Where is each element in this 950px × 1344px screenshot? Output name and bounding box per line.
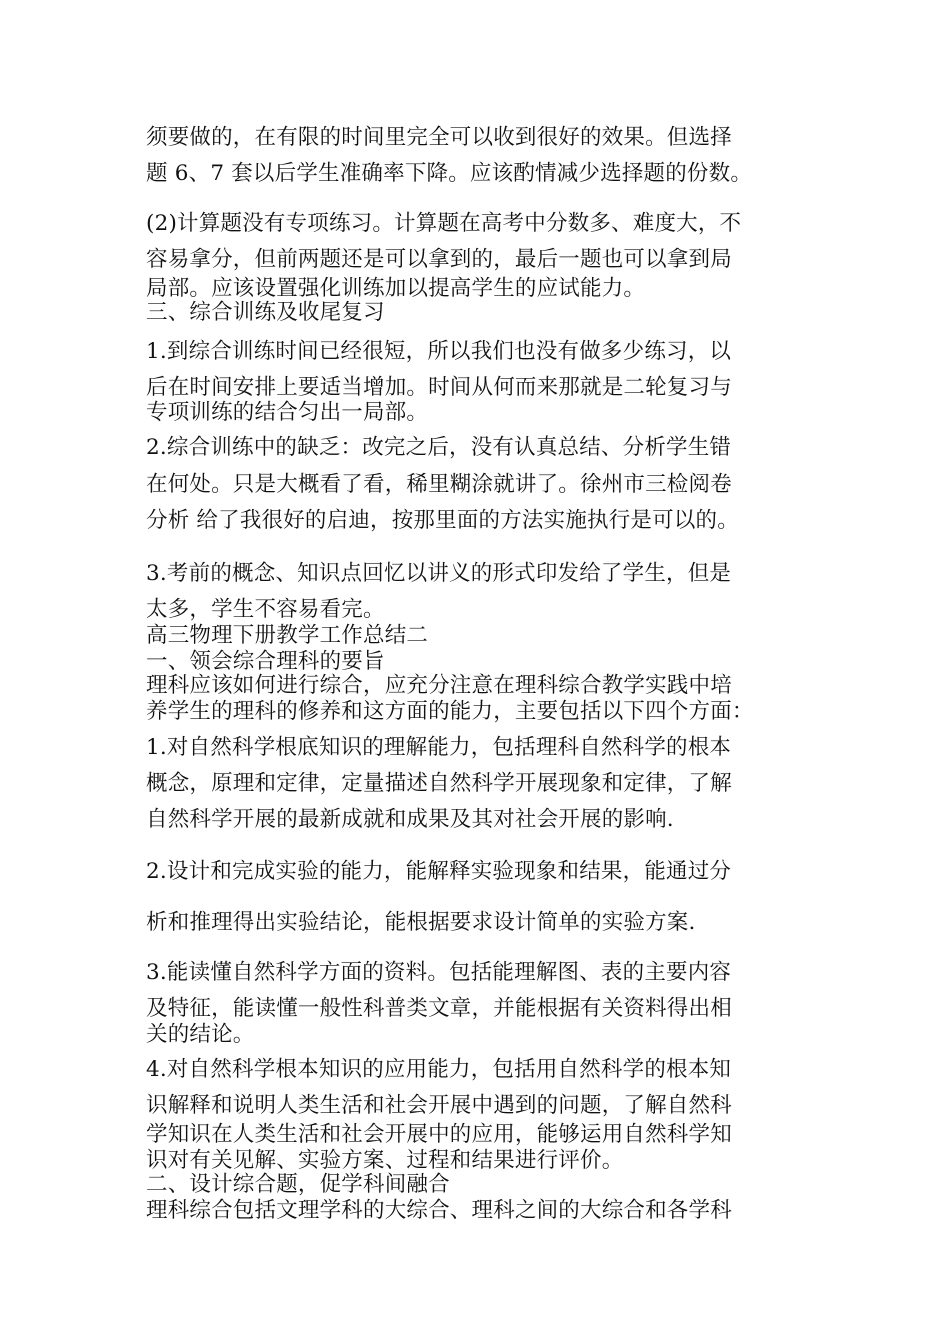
text-line: 太多，学生不容易看完。 <box>146 597 385 622</box>
section-heading: 高三物理下册教学工作总结二 <box>146 623 429 648</box>
text-line: 学知识在人类生活和社会开展中的应用，能够运用自然科学知 <box>146 1122 732 1147</box>
text-line: (2)计算题没有专项练习。计算题在高考中分数多、难度大，不 <box>146 211 742 236</box>
text-line: 题 6、7 套以后学生准确率下降。应该酌情减少选择题的份数。 <box>146 161 753 186</box>
section-heading: 二、设计综合题，促学科间融合 <box>146 1172 450 1197</box>
text-line: 后在时间安排上要适当增加。时间从何而来那就是二轮复习与 <box>146 375 732 400</box>
section-heading: 一、领会综合理科的要旨 <box>146 649 385 674</box>
text-line: 3.能读懂自然科学方面的资料。包括能理解图、表的主要内容 <box>146 960 732 985</box>
section-heading: 三、综合训练及收尾复习 <box>146 300 385 325</box>
text-line: 专项训练的结合匀出一局部。 <box>146 400 429 425</box>
text-line: 识解释和说明人类生活和社会开展中遇到的问题，了解自然科 <box>146 1093 732 1118</box>
text-line: 析和推理得出实验结论，能根据要求设计简单的实验方案. <box>146 910 696 935</box>
text-line: 容易拿分，但前两题还是可以拿到的，最后一题也可以拿到局 <box>146 247 732 272</box>
text-line: 及特征，能读懂一般性科普类文章，并能根据有关资料得出相 <box>146 996 732 1021</box>
text-line: 养学生的理科的修养和这方面的能力，主要包括以下四个方面： <box>146 699 754 724</box>
text-line: 关的结论。 <box>146 1022 255 1047</box>
text-line: 理科综合包括文理学科的大综合、理科之间的大综合和各学科 <box>146 1198 732 1223</box>
text-line: 2.设计和完成实验的能力，能解释实验现象和结果，能通过分 <box>146 859 732 884</box>
text-line: 概念，原理和定律，定量描述自然科学开展现象和定律，了解 <box>146 771 732 796</box>
text-line: 自然科学开展的最新成就和成果及其对社会开展的影响. <box>146 807 674 832</box>
text-line: 3.考前的概念、知识点回忆以讲义的形式印发给了学生，但是 <box>146 561 732 586</box>
text-line: 4.对自然科学根本知识的应用能力，包括用自然科学的根本知 <box>146 1057 732 1082</box>
text-line: 识对有关见解、实验方案、过程和结果进行评价。 <box>146 1148 624 1173</box>
text-line: 须要做的，在有限的时间里完全可以收到很好的效果。但选择 <box>146 125 732 150</box>
text-line: 2.综合训练中的缺乏：改完之后，没有认真总结、分析学生错 <box>146 435 732 460</box>
text-line: 在何处。只是大概看了看，稀里糊涂就讲了。徐州市三检阅卷 <box>146 472 732 497</box>
text-line: 局部。应该设置强化训练加以提高学生的应试能力。 <box>146 276 646 301</box>
text-line: 1.对自然科学根底知识的理解能力，包括理科自然科学的根本 <box>146 735 732 760</box>
text-line: 理科应该如何进行综合，应充分注意在理科综合教学实践中培 <box>146 673 732 698</box>
text-line: 1.到综合训练时间已经很短，所以我们也没有做多少练习，以 <box>146 339 732 364</box>
text-line: 分析 给了我很好的启迪，按那里面的方法实施执行是可以的。 <box>146 508 739 533</box>
